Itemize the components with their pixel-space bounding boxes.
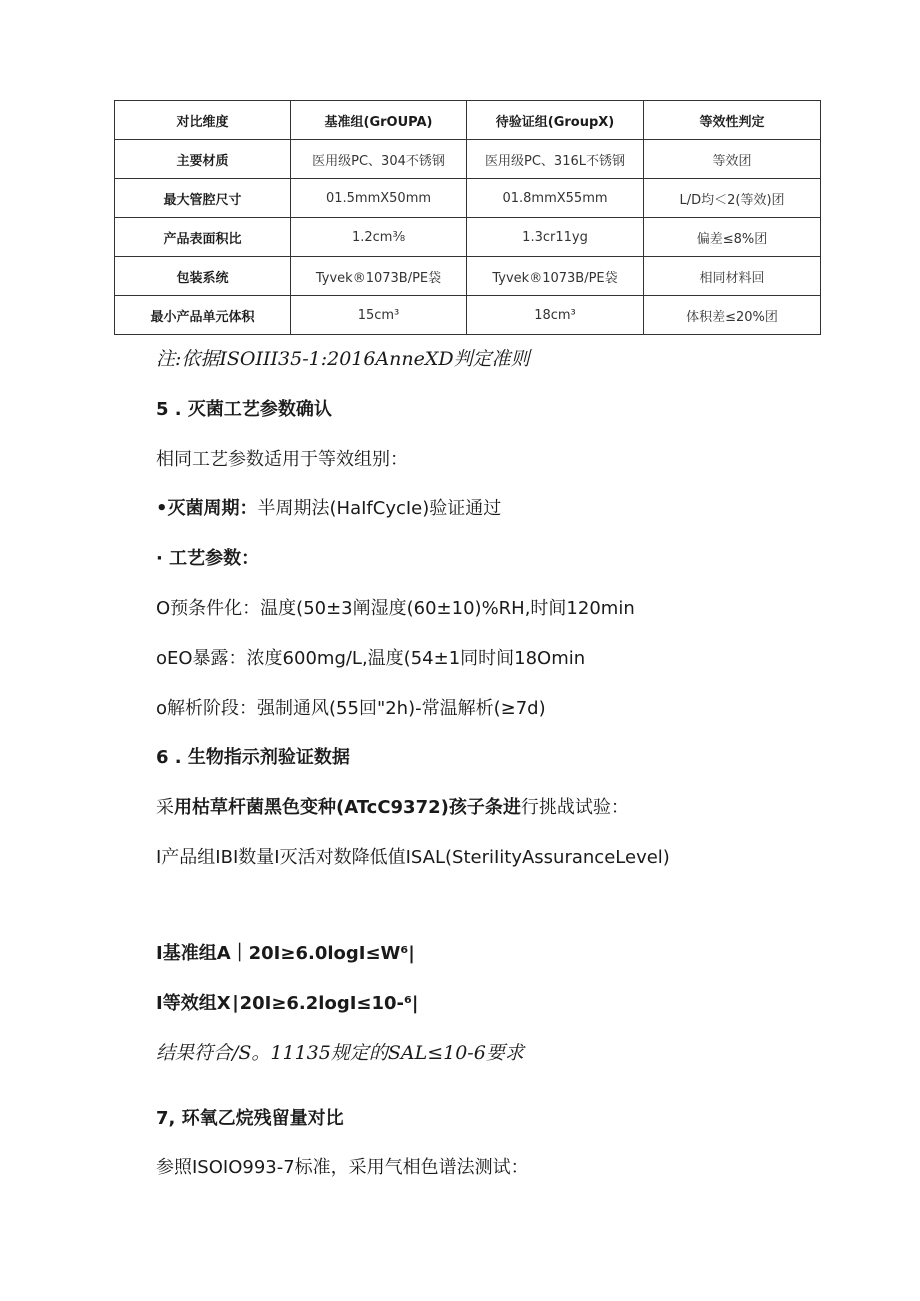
table-cell: 相同材料回: [644, 257, 821, 296]
table-note: 注:依据ISOIII35-1:2016AnneXD判定准则: [156, 348, 530, 370]
section-6-intro-plain: 行挑战试验：: [520, 797, 629, 818]
table-row: [115, 257, 821, 296]
table-cell: Tyvek®1073B/PE袋: [291, 257, 467, 296]
table-row-label: 最小产品单元体积: [115, 296, 291, 335]
table-cell: 1.2cm⅜: [291, 218, 467, 257]
process-param-preconditioning: O预条件化：温度(50±3阐湿度(60±10)%RH,时间120min: [156, 598, 635, 619]
table-row-label: 产品表面积比: [115, 218, 291, 257]
section-7-intro: 参照ISOIO993-7标准，采用气相色谱法测试：: [156, 1157, 529, 1178]
table-cell: 等效团: [644, 140, 821, 179]
table-cell: L/D均＜2(等效)团: [644, 179, 821, 218]
table-row-label: 主要材质: [115, 140, 291, 179]
section-6-intro: [156, 796, 629, 820]
section-6-intro-plain: 采: [156, 797, 174, 818]
table-cell: 体积差≤20%团: [644, 296, 821, 335]
table-cell: 医用级PC、304不锈钢: [291, 140, 467, 179]
section-6-heading: 6 . 生物指示剂验证数据: [156, 747, 350, 768]
sterilization-cycle-label: •灭菌周期：: [156, 498, 258, 519]
process-param-aeration: o解析阶段：强制通风(55回"2h)-常温解析(≥7d): [156, 698, 546, 719]
table-cell: 偏差≤8%团: [644, 218, 821, 257]
table-cell: Tyvek®1073B/PE袋: [467, 257, 644, 296]
table-header-cell: 等效性判定: [644, 101, 821, 140]
bi-table-row-equivalent: I等效组X∣20I≥6.2logI≤10-⁶|: [156, 993, 419, 1014]
bi-result-note: 结果符合/S。11135规定的SAL≤10-6要求: [156, 1042, 524, 1064]
bi-table-header: I产品组IBI数量I灭活对数降低值ISAL(SteriIityAssuranceLevel): [156, 847, 670, 868]
table-cell: 1.3cr11yg: [467, 218, 644, 257]
table-cell: 医用级PC、316L不锈钢: [467, 140, 644, 179]
table-cell: 01.5mmX50mm: [291, 179, 467, 218]
equivalence-comparison-table: [114, 100, 821, 335]
table-header-cell: 基准组(GrOUPA): [291, 101, 467, 140]
process-param-eo-exposure: oEO暴露：浓度600mg∕L,温度(54±1同时间18Omin: [156, 648, 586, 669]
table-row: [115, 140, 821, 179]
section-6-intro-bold: 用枯草杆菌黑色变种(ATcC9372)孩子条进: [174, 797, 521, 818]
sterilization-cycle-line: [156, 497, 501, 521]
table-row-label: 包装系统: [115, 257, 291, 296]
table-row: [115, 218, 821, 257]
table-row-label: 最大管腔尺寸: [115, 179, 291, 218]
process-params-label: · 工艺参数：: [156, 548, 260, 569]
table-cell: 01.8mmX55mm: [467, 179, 644, 218]
table-cell: 18cm³: [467, 296, 644, 335]
table-cell: 15cm³: [291, 296, 467, 335]
sterilization-cycle-text: 半周期法(HaIfCycIe)验证通过: [257, 498, 502, 519]
table-row: [115, 296, 821, 335]
table-row: [115, 179, 821, 218]
section-5-intro: 相同工艺参数适用于等效组别：: [156, 449, 408, 470]
section-7-heading: 7, 环氧乙烷残留量对比: [156, 1108, 344, 1129]
section-5-heading: 5 . 灭菌工艺参数确认: [156, 399, 332, 420]
table-header-cell: 待验证组(GroupX): [467, 101, 644, 140]
table-header-row: [115, 101, 821, 140]
bi-table-row-baseline: I基准组A｜20I≥6.0logI≤W⁶|: [156, 943, 415, 964]
table-header-cell: 对比维度: [115, 101, 291, 140]
